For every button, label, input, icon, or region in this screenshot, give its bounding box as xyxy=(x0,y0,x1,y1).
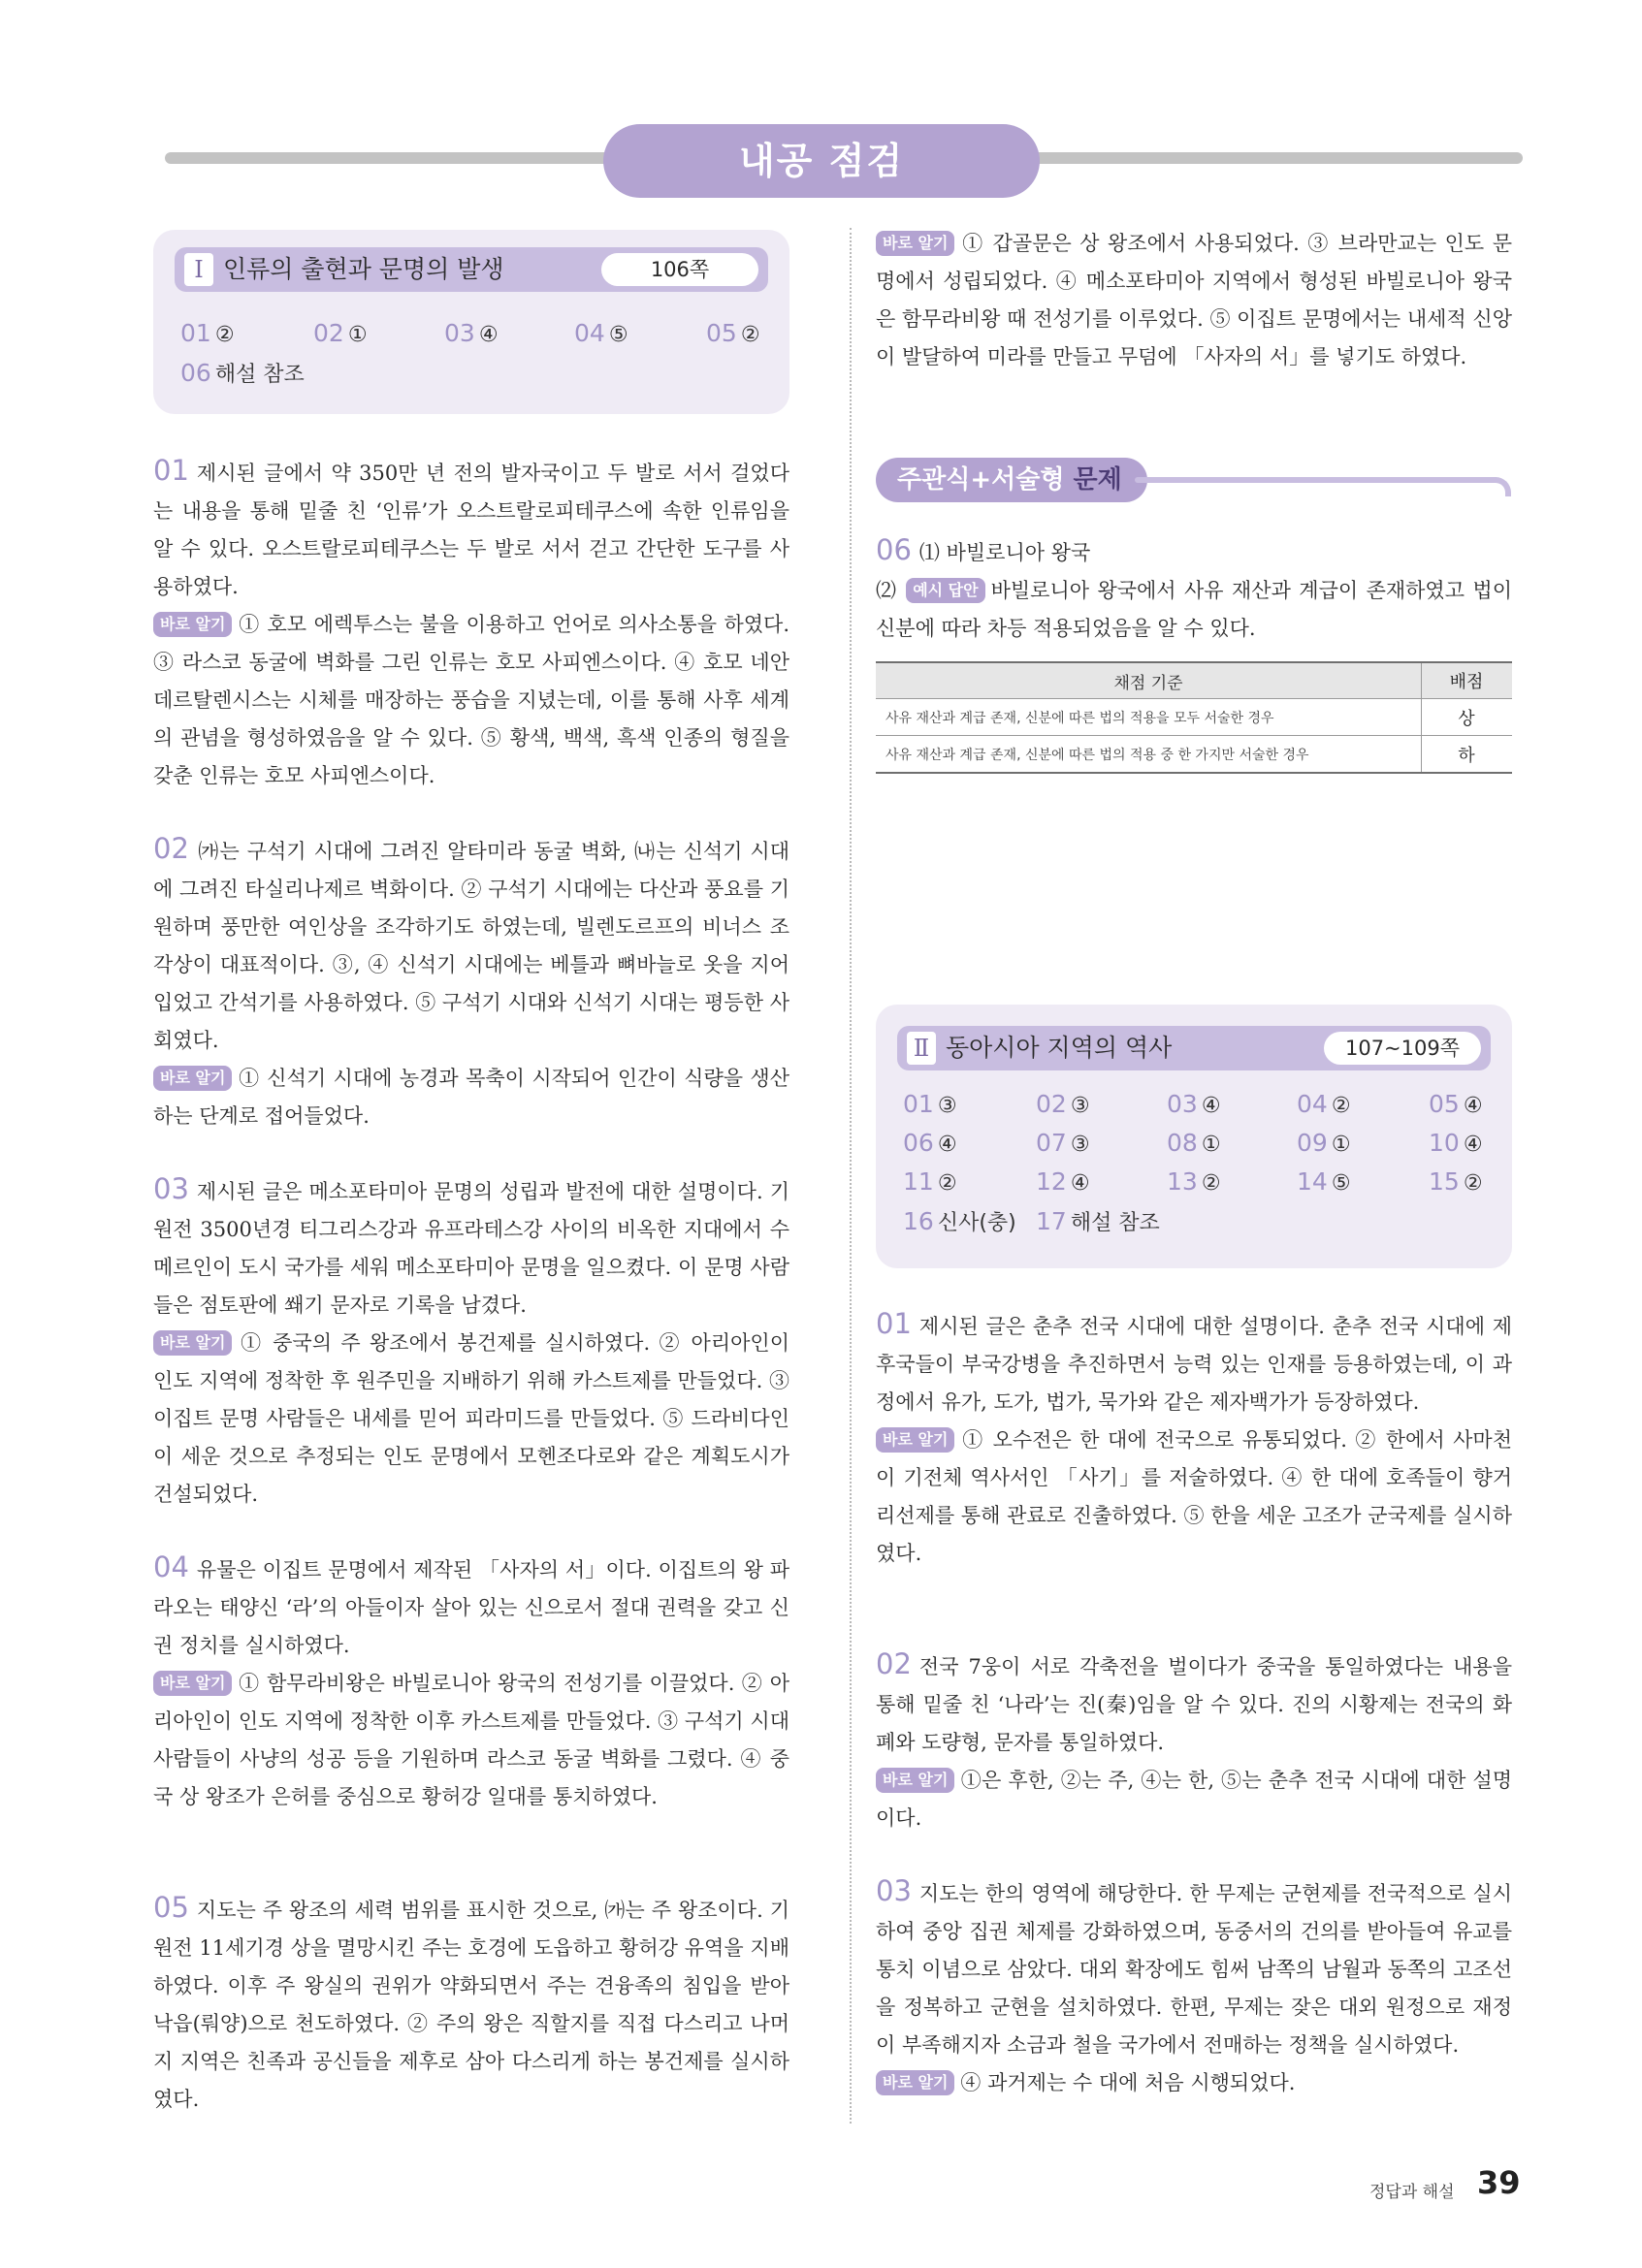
page-title: 내공 점검 xyxy=(603,124,1040,198)
answer-item: 03 ④ xyxy=(1167,1090,1221,1118)
subjective-header-rule-end xyxy=(1494,477,1511,496)
question-number: 02 xyxy=(153,832,189,865)
question-number: 06 xyxy=(876,533,912,566)
correction-tag: 바로 알기 xyxy=(876,1768,954,1793)
answer-item: 02 ① xyxy=(313,319,368,347)
section2-question-02-explanation: 02 전국 7웅이 서로 각축전을 벌이다가 중국을 통일하였다는 내용을 통해 밑줄 친 ‘나라’는 진(秦)임을 알 수 있다. 진의 시황제는 전국의 화폐와 도량형, 문자를 통일하였다. 바로 알기 ①은 후한, ②는 주, ④는 한, ⑤는 춘추 전국 시대에 대한 설명이다. xyxy=(876,1647,1512,1830)
page-number: 39 xyxy=(1477,2164,1521,2201)
question-number: 04 xyxy=(153,1550,189,1583)
section2-header xyxy=(897,1026,1491,1070)
answer-item: 02 ③ xyxy=(1036,1090,1090,1118)
scoring-table xyxy=(876,661,1512,774)
correction-tag: 바로 알기 xyxy=(153,1066,232,1091)
section1-title: 인류의 출현과 문명의 발생 xyxy=(223,255,504,283)
answer-item: 09 ① xyxy=(1297,1129,1351,1157)
table-row xyxy=(876,736,1512,774)
points-cell: 상 xyxy=(1422,699,1513,736)
section1-pages: 106쪽 xyxy=(601,253,758,286)
answer-item: 14 ⑤ xyxy=(1297,1167,1351,1196)
points-cell: 하 xyxy=(1422,736,1513,774)
answer-item: 06 ④ xyxy=(903,1129,957,1157)
correction-tag: 바로 알기 xyxy=(876,1427,954,1453)
answer-item: 17 해설 참조 xyxy=(1036,1207,1160,1235)
column-divider xyxy=(850,228,852,2124)
question-05-correction: 바로 알기 ① 갑골문은 상 왕조에서 사용되었다. ③ 브라만교는 인도 문명에서 성립되었다. ④ 메소포타미아 지역에서 형성된 바빌로니아 왕국은 함무라비왕 때 전성기를 이루었다. ⑤ 이집트 문명에서는 내세적 신앙이 발달하여 미라를 만들고 무덤에 「사자의 서」를 넣기도 하였다. xyxy=(876,232,1512,368)
section2-answer-box xyxy=(876,1005,1512,1268)
answer-item: 04 ② xyxy=(1297,1090,1351,1118)
answer-item: 15 ② xyxy=(1429,1167,1483,1196)
question-02-explanation: 02 ㈎는 구석기 시대에 그려진 알타미라 동굴 벽화, ㈏는 신석기 시대에 그려진 타실리나제르 벽화이다. ② 구석기 시대에는 다산과 풍요를 기원하며 풍만한 여인상을 조각하기도 하였는데, 빌렌도르프의 비너스 조각상이 대표적이다. ③, ④ 신석기 시대에는 베틀과 뼈바늘로 옷을 지어 입었고 간석기를 사용하였다. ⑤ 구석기 시대와 신석기 시대는 평등한 사회였다. 바로 알기 ① 신석기 시대에 농경과 목축이 시작되어 인간이 식량을 생산하는 단계로 접어들었다. xyxy=(153,832,789,1128)
sample-answer-tag: 예시 답안 xyxy=(906,578,984,603)
answer-item: 07 ③ xyxy=(1036,1129,1090,1157)
criteria-cell: 사유 재산과 계급 존재, 신분에 따른 법의 적용 중 한 가지만 서술한 경우 xyxy=(876,736,1422,774)
section2-title: 동아시아 지역의 역사 xyxy=(946,1034,1173,1062)
answer-item: 13 ② xyxy=(1167,1167,1221,1196)
section2-question-03-explanation: 03 지도는 한의 영역에 해당한다. 한 무제는 군현제를 전국적으로 실시하여 중앙 집권 체제를 강화하였으며, 동중서의 건의를 받아들여 유교를 통치 이념으로 삼았다. 대외 확장에도 힘써 남쪽의 남월과 동쪽의 고조선을 정복하고 군현을 설치하였다. 한편, 무제는 잦은 대외 원정으로 재정이 부족해지자 소금과 철을 국가에서 전매하는 정책을 실시하였다. 바로 알기 ④ 과거제는 수 대에 처음 시행되었다. xyxy=(876,1874,1512,2094)
question-04-explanation: 04 유물은 이집트 문명에서 제작된 「사자의 서」이다. 이집트의 왕 파라오는 태양신 ‘라’의 아들이자 살아 있는 신으로서 절대 권력을 갖고 신권 정치를 실시하였다. 바로 알기 ① 함무라비왕은 바빌로니아 왕국의 전성기를 이끌었다. ② 아리아인이 인도 지역에 정착한 이후 카스트제를 만들었다. ③ 구석기 시대 사람들이 사냥의 성공 등을 기원하며 라스코 동굴 벽화를 그렸다. ④ 중국 상 왕조가 은허를 중심으로 황허강 일대를 통치하였다. xyxy=(153,1550,789,1808)
question-01-explanation: 01 제시된 글에서 약 350만 년 전의 발자국이고 두 발로 서서 걸었다는 내용을 통해 밑줄 친 ‘인류’가 오스트랄로피테쿠스에 속한 인류임을 알 수 있다. 오스트랄로피테쿠스는 두 발로 서서 걷고 간단한 도구를 사용하였다. 바로 알기 ① 호모 에렉투스는 불을 이용하고 언어로 의사소통을 하였다. ③ 라스코 동굴에 벽화를 그린 인류는 호모 사피엔스이다. ④ 호모 네안데르탈렌시스는 시체를 매장하는 풍습을 지녔는데, 이를 통해 사후 세계의 관념을 형성하였음을 알 수 있다. ⑤ 황색, 백색, 흑색 인종의 형질을 갖춘 인류는 호모 사피엔스이다. xyxy=(153,454,789,787)
answer-item: 10 ④ xyxy=(1429,1129,1483,1157)
table-row xyxy=(876,699,1512,736)
question-number: 01 xyxy=(876,1307,912,1340)
answer-item: 04 ⑤ xyxy=(574,319,628,347)
section2-question-01-explanation: 01 제시된 글은 춘추 전국 시대에 대한 설명이다. 춘추 전국 시대에 제후국들이 부국강병을 추진하면서 능력 있는 인재를 등용하였는데, 이 과정에서 유가, 도가, 법가, 묵가와 같은 제자백가가 등장하였다. 바로 알기 ① 오수전은 한 대에 전국으로 유통되었다. ② 한에서 사마천이 기전체 역사서인 「사기」를 저술하였다. ④ 한 대에 호족들이 향거리선제를 통해 관료로 진출하였다. ⑤ 한을 세운 고조가 군국제를 실시하였다. xyxy=(876,1307,1512,1565)
question-03-explanation: 03 제시된 글은 메소포타미아 문명의 성립과 발전에 대한 설명이다. 기원전 3500년경 티그리스강과 유프라테스강 사이의 비옥한 지대에서 수메르인이 도시 국가를 세워 메소포타미아 문명을 일으켰다. 이 문명 사람들은 점토판에 쐐기 문자로 기록을 남겼다. 바로 알기 ① 중국의 주 왕조에서 봉건제를 실시하였다. ② 아리아인이 인도 지역에 정착한 후 원주민을 지배하기 위해 카스트제를 만들었다. ③ 이집트 문명 사람들은 내세를 믿어 피라미드를 만들었다. ⑤ 드라비다인이 세운 것으로 추정되는 인도 문명에서 모헨조다로와 같은 계획도시가 건설되었다. xyxy=(153,1172,789,1506)
question-number: 03 xyxy=(153,1172,189,1205)
subjective-section-header: 주관식+서술형 문제 xyxy=(876,458,1147,502)
question-number: 03 xyxy=(876,1874,912,1907)
subjective-header-rule xyxy=(1135,477,1498,483)
question-number: 02 xyxy=(876,1647,912,1680)
answer-item: 06 해설 참조 xyxy=(180,359,305,387)
correction-tag: 바로 알기 xyxy=(876,231,954,256)
answer-item: 05 ② xyxy=(706,319,760,347)
section2-roman: Ⅱ xyxy=(907,1032,936,1065)
footer-label: 정답과 해설 xyxy=(1369,2183,1455,2202)
correction-tag: 바로 알기 xyxy=(153,612,232,637)
correction-tag: 바로 알기 xyxy=(876,2070,954,2095)
question-number: 01 xyxy=(153,454,189,487)
correction-tag: 바로 알기 xyxy=(153,1671,232,1696)
section1-header xyxy=(175,247,768,292)
table-header-criteria: 채점 기준 xyxy=(876,662,1422,699)
section1-answer-box xyxy=(153,230,789,414)
answer-item: 01 ③ xyxy=(903,1090,957,1118)
answer-item: 03 ④ xyxy=(444,319,499,347)
answer-item: 12 ④ xyxy=(1036,1167,1090,1196)
question-05-explanation: 05 지도는 주 왕조의 세력 범위를 표시한 것으로, ㈎는 주 왕조이다. 기원전 11세기경 상을 멸망시킨 주는 호경에 도읍하고 황허강 유역을 지배하였다. 이후 주 왕실의 권위가 약화되면서 주는 견융족의 침입을 받아 낙읍(뤄양)으로 천도하였다. ② 주의 왕은 직할지를 직접 다스리고 나머지 지역은 친족과 공신들을 제후로 삼아 다스리게 하는 봉건제를 실시하였다. xyxy=(153,1891,789,2111)
section2-pages: 107~109쪽 xyxy=(1324,1032,1481,1065)
answer-item: 01 ② xyxy=(180,319,235,347)
question-number: 05 xyxy=(153,1891,189,1924)
correction-tag: 바로 알기 xyxy=(153,1330,232,1356)
answer-item: 16 신사(충) xyxy=(903,1207,1016,1235)
table-header-points: 배점 xyxy=(1422,662,1513,699)
criteria-cell: 사유 재산과 계급 존재, 신분에 따른 법의 적용을 모두 서술한 경우 xyxy=(876,699,1422,736)
answer-item: 05 ④ xyxy=(1429,1090,1483,1118)
question-06-answer: 06 ⑴ 바빌로니아 왕국 ⑵ 예시 답안 바빌로니아 왕국에서 사유 재산과 계급이 존재하였고 법이 신분에 따라 차등 적용되었음을 알 수 있다. xyxy=(876,533,1512,640)
section1-roman: Ⅰ xyxy=(184,253,213,286)
answer-item: 11 ② xyxy=(903,1167,957,1196)
answer-item: 08 ① xyxy=(1167,1129,1221,1157)
